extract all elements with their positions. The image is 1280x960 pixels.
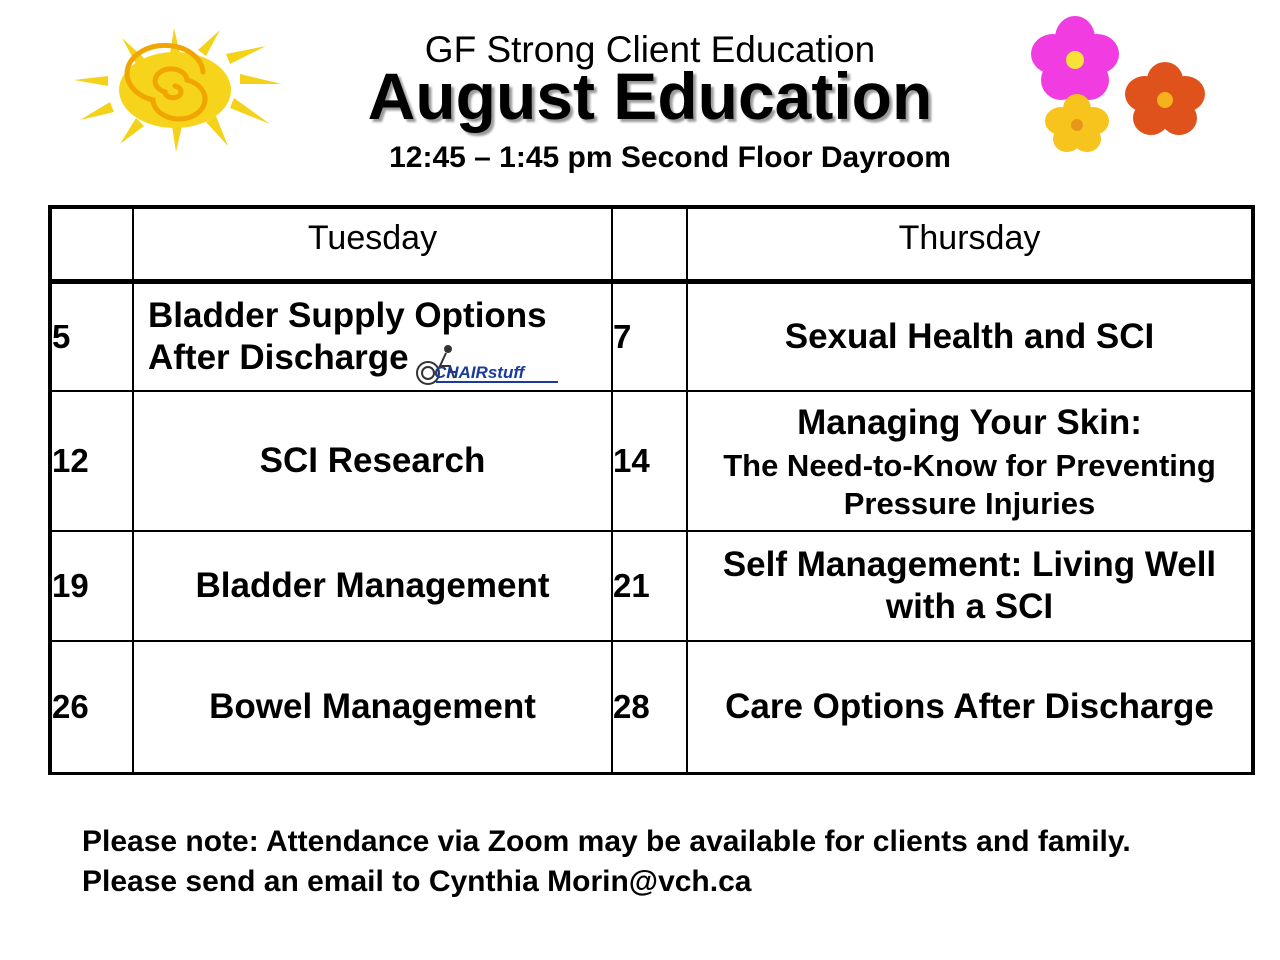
table-row — [50, 281, 1253, 391]
tuesday-topic — [133, 281, 612, 391]
time-location: 12:45 – 1:45 pm Second Floor Dayroom — [389, 141, 951, 174]
logo-text: CHAIRstuff — [434, 362, 525, 382]
table-row — [50, 391, 1253, 531]
page-title: August Education — [367, 59, 933, 133]
chairstuff-logo — [412, 344, 562, 386]
tuesday-date: 19 — [50, 531, 133, 641]
thursday-date: 14 — [612, 391, 687, 531]
table-header-row — [50, 207, 1253, 281]
thursday-date: 7 — [612, 281, 687, 391]
note-line: Please send an email to Cynthia Morin@vch.ca — [82, 865, 752, 898]
page-subtitle: GF Strong Client Education — [424, 29, 876, 70]
table-row — [50, 531, 1253, 641]
tuesday-topic: Bladder Management — [133, 531, 612, 641]
tuesday-topic: SCI Research — [133, 391, 612, 531]
header-day-blank-tue — [50, 207, 133, 281]
header-tuesday: Tuesday — [133, 207, 612, 281]
header-day-blank-thu — [612, 207, 687, 281]
thursday-date: 28 — [612, 641, 687, 773]
tuesday-date: 5 — [50, 281, 133, 391]
schedule-table — [48, 205, 1255, 775]
tuesday-date: 26 — [50, 641, 133, 773]
thursday-topic: Self Management: Living Well with a SCI — [687, 531, 1253, 641]
header-thursday: Thursday — [687, 207, 1253, 281]
topic-line: After Discharge — [148, 337, 409, 377]
tuesday-date: 12 — [50, 391, 133, 531]
table-row — [50, 641, 1253, 773]
topic-line: Bladder Supply Options — [148, 295, 547, 335]
thursday-topic: Care Options After Discharge — [687, 641, 1253, 773]
thursday-topic: Sexual Health and SCI — [687, 281, 1253, 391]
thursday-topic — [687, 391, 1253, 531]
note-line: Please note: Attendance via Zoom may be available for clients and family. — [82, 825, 1131, 858]
attendance-note — [82, 822, 1262, 902]
tuesday-topic: Bowel Management — [133, 641, 612, 773]
topic-title: Managing Your Skin: — [797, 403, 1142, 442]
thursday-date: 21 — [612, 531, 687, 641]
topic-subtitle: The Need-to-Know for Preventing Pressure Injuries — [723, 448, 1216, 521]
